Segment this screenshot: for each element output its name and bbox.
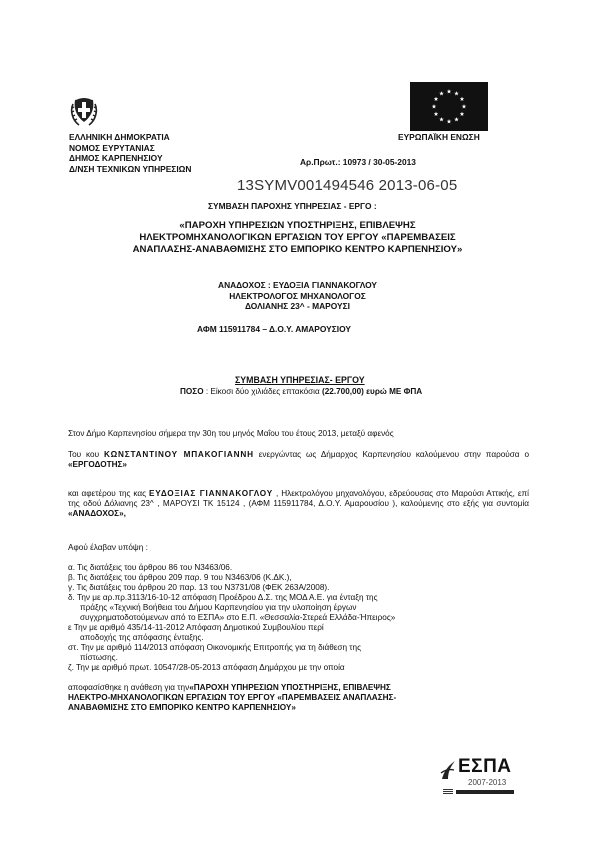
amount-value: (22.700,00) ευρώ ΜΕ ΦΠΑ — [322, 387, 423, 396]
amount-text: : Είκοσι δύο χιλιάδες επτακόσια — [203, 387, 323, 396]
project-title — [60, 220, 535, 256]
list-item: ε Την με αριθμό 435/14-11-2012 Απόφαση Δημοτικού Συμβουλίου περί — [68, 623, 324, 632]
diavgeia-stamp: 13SYMV001494546 2013-06-05 — [237, 177, 458, 194]
list-item: συγχρηματοδοτούμενων από το ΕΣΠΑ» στο Ε.Π. «Θεσσαλία-Στερεά Ελλάδα-Ήπειρος» — [80, 613, 396, 622]
party2-role: «ΑΝΑΔΟΧΟΣ», — [68, 509, 126, 518]
project-title-line: «ΠΑΡΟΧΗ ΥΠΗΡΕΣΙΩΝ ΥΠΟΣΤΗΡΙΞΗΣ, ΕΠΙΒΛΕΨΗΣ — [179, 220, 416, 231]
project-title-line: ΗΛΕΚΤΡΟΜΗΧΑΝΟΛΟΓΙΚΩΝ ΕΡΓΑΣΙΩΝ ΤΟΥ ΕΡΓΟΥ «ΠΑΡΕΜΒΑΣΕΙΣ — [139, 232, 456, 243]
considering-list — [68, 563, 395, 673]
issuer-block — [69, 132, 191, 174]
list-item: ζ. Την με αριθμό πρωτ. 10547/28-05-2013 απόφαση Δημάρχου με την οποία — [68, 663, 345, 672]
party1-pre: Του κου — [68, 450, 104, 459]
issuer-line: ΝΟΜΟΣ ΕΥΡΥΤΑΝΙΑΣ — [69, 142, 155, 153]
award-bold-1: «ΠΑΡΟΧΗ ΥΠΗΡΕΣΙΩΝ ΥΠΟΣΤΗΡΙΞΗΣ, ΕΠΙΒΛΕΨΗΣ — [189, 683, 391, 692]
list-item: στ. Την με αριθμό 114/2013 απόφαση Οικονομικής Επιτροπής για τη διάθεση της — [68, 643, 362, 652]
greek-flag-icon — [443, 789, 453, 795]
contractor-afm: ΑΦΜ 115911784 – Δ.Ο.Υ. ΑΜΑΡΟΥΣΙΟΥ — [197, 324, 351, 334]
party2-pre: και αφετέρου της κας — [68, 489, 150, 498]
award-pre: αποφασίσθηκε η ανάθεση για την — [68, 683, 190, 692]
espa-swoosh-icon — [440, 759, 456, 781]
issuer-line: ΔΗΜΟΣ ΚΑΡΠΕΝΗΣΙΟΥ — [69, 153, 163, 164]
eu-label: ΕΥΡΩΠΑΪΚΗ ΕΝΩΣΗ — [398, 132, 480, 142]
list-item: αποδοχής της απόφασης ένταξης. — [80, 633, 204, 642]
project-title-line: ΑΝΑΠΛΑΣΗΣ-ΑΝΑΒΑΘΜΙΣΗΣ ΣΤΟ ΕΜΠΟΡΙΚΟ ΚΕΝΤΡΟ ΚΑΡΠΕΝΗΣΙΟΥ» — [132, 244, 463, 255]
espa-logo — [440, 757, 516, 797]
protocol-number: Αρ.Πρωτ.: 10973 / 30-05-2013 — [300, 157, 416, 167]
intro-line: Στον Δήμο Καρπενησίου σήμερα την 30η του μηνός Μαΐου του έτους 2013, μεταξύ αφενός — [68, 429, 394, 438]
amount-line — [180, 387, 422, 397]
issuer-line: Δ/ΝΣΗ ΤΕΧΝΙΚΩΝ ΥΠΗΡΕΣΙΩΝ — [69, 163, 192, 174]
considering-heading: Αφού έλαβαν υπόψη : — [68, 543, 148, 552]
greek-emblem-icon — [70, 96, 98, 128]
list-item: γ. Τις διατάξεις του άρθρου 20 παρ. 13 του Ν3731/08 (ΦΕΚ 263Α/2008). — [68, 583, 330, 592]
list-item: α. Τις διατάξεις του άρθρου 86 του Ν3463/06. — [68, 563, 233, 572]
contract-type: ΣΥΜΒΑΣΗ ΠΑΡΟΧΗΣ ΥΠΗΡΕΣΙΑΣ - ΕΡΓΟ : — [208, 201, 377, 211]
espa-years: 2007-2013 — [468, 778, 507, 787]
list-item: πίστωσης. — [80, 653, 118, 662]
issuer-line: ΕΛΛΗΝΙΚΗ ΔΗΜΟΚΡΑΤΙΑ — [69, 132, 170, 142]
eu-flag-icon — [410, 82, 488, 131]
party2-post: , Ηλεκτρολόγου μηχανολόγου, εδρεύουσας στο Μαρούσι Αττικής, επί της οδού Δόλιανης 23^ , ΜΑΡΟΥΣΙ ΤΚ 15124 , (ΑΦΜ 115911784, Δ.Ο.Υ. Αμαρουσίου ), καλούμενης στο εξής για συντομία — [68, 489, 529, 508]
espa-text: ΕΣΠΑ — [458, 756, 512, 777]
party1-name: ΚΩΝΣΤΑΝΤΙΝΟΥ ΜΠΑΚΟΓΙΑΝΝΗ — [103, 450, 254, 459]
party1-paragraph — [68, 450, 529, 470]
amount-label: ΠΟΣΟ — [180, 387, 204, 396]
list-item: δ. Την με αρ.πρ.3113/16-10-12 απόφαση Προέδρου Δ.Σ. της ΜΟΔ Α.Ε. για ένταξη της — [68, 593, 378, 602]
party1-role: «ΕΡΓΟΔΟΤΗΣ» — [68, 460, 127, 469]
award-bold-2: ΗΛΕΚΤΡΟ-ΜΗΧΑΝΟΛΟΓΙΚΩΝ ΕΡΓΑΣΙΩΝ ΤΟΥ ΕΡΓΟΥ «ΠΑΡΕΜΒΑΣΕΙΣ ΑΝΑΠΛΑΣΗΣ- — [68, 693, 397, 702]
list-item: πράξης «Τεχνική Βοήθεια του Δήμου Καρπενησίου για την υλοποίηση έργων — [80, 603, 357, 612]
award-paragraph — [68, 683, 396, 713]
contractor-line: ΔΟΛΙΑΝΗΣ 23^ - ΜΑΡΟΥΣΙ — [245, 301, 350, 312]
party2-paragraph — [68, 489, 529, 519]
party2-name: ΕΥΔΟΞΙΑΣ ΓΙΑΝΝΑΚΟΓΛΟΥ — [149, 489, 274, 498]
contractor-block — [60, 280, 535, 312]
contractor-line: ΑΝΑΔΟΧΟΣ : ΕΥΔΟΞΙΑ ΓΙΑΝΝΑΚΟΓΛΟΥ — [218, 280, 377, 290]
party1-post: ενεργώντας ως Δήμαρχος Καρπενησίου καλούμενου στην παρούσα ο — [253, 450, 529, 459]
contractor-line: ΗΛΕΚΤΡΟΛΟΓΟΣ ΜΗΧΑΝΟΛΟΓΟΣ — [229, 290, 366, 301]
list-item: β. Τις διατάξεις του άρθρου 209 παρ. 9 του Ν3463/06 (Κ.ΔΚ.), — [68, 573, 292, 582]
contract-heading: ΣΥΜΒΑΣΗ ΥΠΗΡΕΣΙΑΣ- ΕΡΓΟΥ — [235, 375, 365, 385]
award-bold-3: ΑΝΑΒΑΘΜΙΣΗΣ ΣΤΟ ΕΜΠΟΡΙΚΟ ΚΕΝΤΡΟ ΚΑΡΠΕΝΗΣΙΟΥ» — [68, 703, 296, 712]
espa-bar — [456, 790, 514, 794]
